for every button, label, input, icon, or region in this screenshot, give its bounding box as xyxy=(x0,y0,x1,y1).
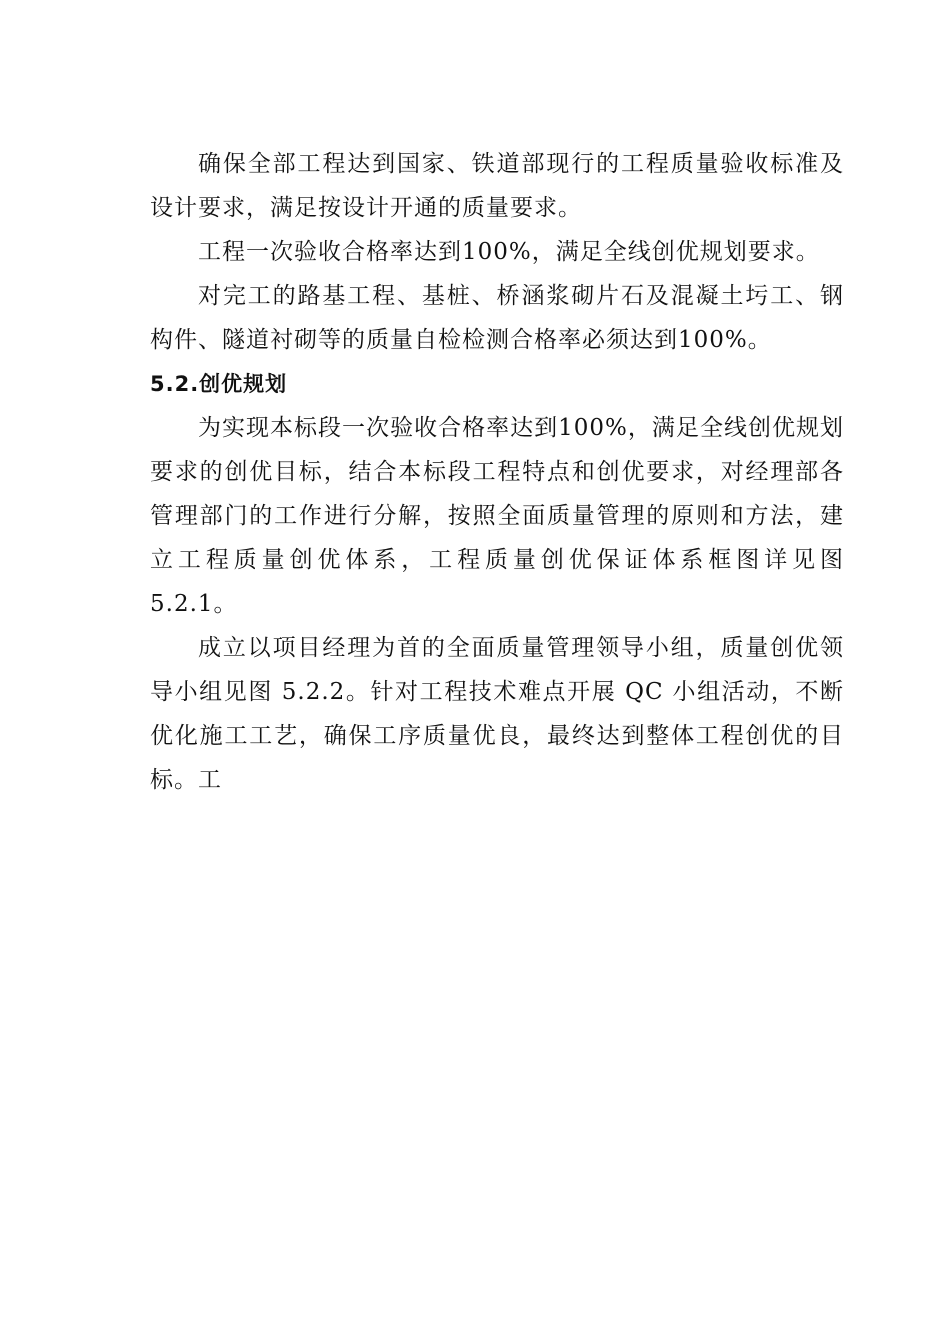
document-body xyxy=(150,142,844,802)
section-heading: 5.2.创优规划 xyxy=(150,372,288,396)
paragraph-quality-standard: 确保全部工程达到国家、铁道部现行的工程质量验收标准及设计要求，满足按设计开通的质量要求。 xyxy=(150,151,844,221)
paragraph-excellence-system: 为实现本标段一次验收合格率达到100%，满足全线创优规划要求的创优目标，结合本标段工程特点和创优要求，对经理部各管理部门的工作进行分解，按照全面质量管理的原则和方法，建立工程质量创优体系，工程质量创优保证体系框图详见图 5.2.1。 xyxy=(150,415,844,617)
paragraph-acceptance-rate: 工程一次验收合格率达到100%，满足全线创优规划要求。 xyxy=(198,239,820,265)
paragraph-self-inspection: 对完工的路基工程、基桩、桥涵浆砌片石及混凝土圬工、钢构件、隧道衬砌等的质量自检检测合格率必须达到100%。 xyxy=(150,283,844,353)
paragraph-leadership-group: 成立以项目经理为首的全面质量管理领导小组，质量创优领导小组见图 5.2.2。针对工程技术难点开展 QC 小组活动，不断优化施工工艺，确保工序质量优良，最终达到整体工程创优的目标。工 xyxy=(150,635,844,793)
